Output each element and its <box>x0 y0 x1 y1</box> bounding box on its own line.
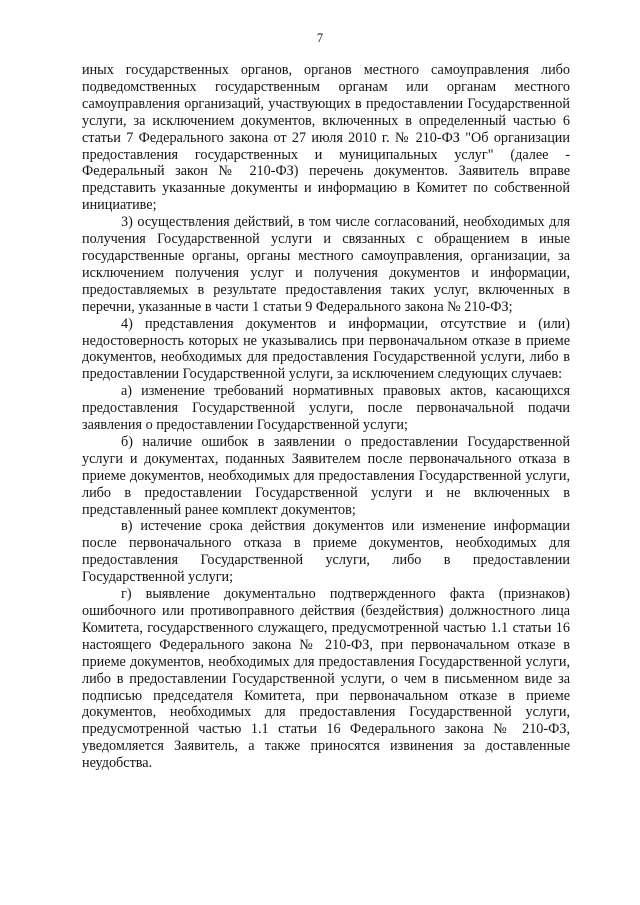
document-body <box>82 62 570 772</box>
paragraph-subitem-v: в) истечение срока действия документов или изменение информации после первоначального отказа в приеме документов, необходимых для предоставления Государственной услуги, либо в предоставлении Государственной услуги; <box>82 518 570 586</box>
paragraph-item-4: 4) представления документов и информации, отсутствие и (или) недостоверность которых не указывались при первоначальном отказе в приеме документов, необходимых для предоставления Государственной услуги, либо в предоставлении Государственной услуги, за исключением следующих случаев: <box>82 315 570 383</box>
paragraph-subitem-a: а) изменение требований нормативных правовых актов, касающихся предоставления Государственной услуги, после первоначальной подачи заявления о предоставлении Государственной услуги; <box>82 383 570 434</box>
page-number: 7 <box>316 31 324 45</box>
paragraph-subitem-g: г) выявление документально подтвержденного факта (признаков) ошибочного или противоправного действия (бездействия) должностного лица Комитета, государственного служащего, предусмотренной частью 1.1 статьи 16 настоящего Федерального закона № 210-ФЗ, при первоначальном отказе в приеме документов, необходимых для предоставления Государственной услуги, либо в предоставлении Государственной услуги, о чем в письменном виде за подписью председателя Комитета, при первоначальном отказе в приеме документов, необходимых для предоставления Государственной услуги, предусмотренной частью 1.1 статьи 16 Федерального закона № 210-ФЗ, уведомляется Заявитель, а также приносятся извинения за доставленные неудобства. <box>82 586 570 772</box>
paragraph-item-3: 3) осуществления действий, в том числе согласований, необходимых для получения Государственной услуги и связанных с обращением в иные государственные органы, органы местного самоуправления, организации, за исключением получения услуг и получения документов и информации, предоставляемых в результате предоставления таких услуг, включенных в перечни, указанные в части 1 статьи 9 Федерального закона № 210-ФЗ; <box>82 214 570 315</box>
paragraph-continuation: иных государственных органов, органов местного самоуправления либо подведомственных государственным органам или органам местного самоуправления организаций, участвующих в предоставлении Государственной услуги, за исключением документов, включенных в определенный частью 6 статьи 7 Федерального закона от 27 июля 2010 г. № 210-ФЗ "Об организации предоставления государственных и муниципальных услуг" (далее - Федеральный закон № 210-ФЗ) перечень документов. Заявитель вправе представить указанные документы и информацию в Комитет по собственной инициативе; <box>82 62 570 214</box>
paragraph-subitem-b: б) наличие ошибок в заявлении о предоставлении Государственной услуги и документах, поданных Заявителем после первоначального отказа в приеме документов, необходимых для предоставления Государственной услуги, либо в предоставлении Государственной услуги и не включенных в представленный ранее комплект документов; <box>82 433 570 518</box>
